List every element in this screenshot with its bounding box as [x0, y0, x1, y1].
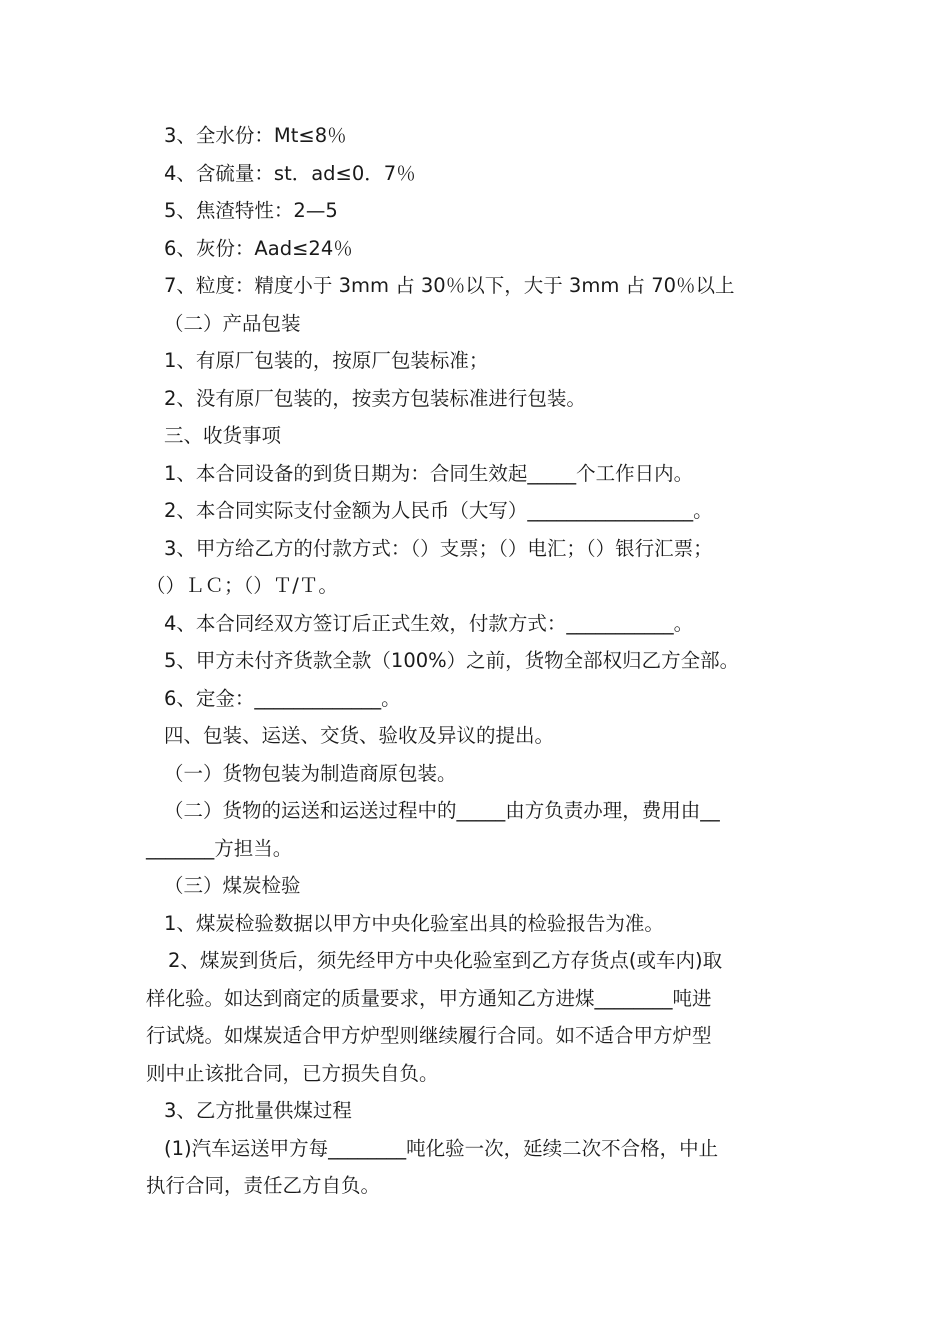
receiving-item-3-cont: （）ＬＣ；（）Ｔ/Ｔ。 — [146, 574, 338, 597]
spec-total-moisture: 3、全水份：Mt≤8％ — [164, 124, 347, 147]
spec-ash-content: 6、灰份：Aad≤24％ — [164, 236, 353, 260]
delivery-item-1: （一）货物包装为制造商原包装。 — [164, 761, 457, 785]
section-coal-inspection: （三）煤炭检验 — [164, 874, 301, 897]
inspection-item-2: 2、煤炭到货后，须先经甲方中央化验室到乙方存货点(或车内)取 — [168, 949, 723, 972]
inspection-item-2-cont-3: 则中止该批合同，已方损失自负。 — [146, 1061, 439, 1085]
receiving-item-5: 5、甲方未付齐货款全款（100%）之前，货物全部权归乙方全部。 — [164, 649, 740, 672]
section-packaging-delivery: 四、包装、运送、交货、验收及异议的提出。 — [164, 724, 555, 747]
section-receiving-terms: 三、收货事项 — [164, 424, 282, 447]
inspection-item-1: 1、煤炭检验数据以甲方中央化验室出具的检验报告为准。 — [164, 911, 664, 935]
spec-particle-size: 7、粒度：精度小于 3mm 占 30％以下，大于 3mm 占 70％以上 — [164, 274, 735, 297]
receiving-item-3: 3、甲方给乙方的付款方式：（）支票；（）电汇；（）银行汇票； — [164, 536, 713, 560]
delivery-item-2-cont: _______方担当。 — [146, 836, 293, 860]
packaging-item-1: 1、有原厂包装的，按原厂包装标准； — [164, 349, 489, 372]
receiving-item-2: 2、本合同实际支付金额为人民币（大写）_________________。 — [164, 499, 713, 522]
inspection-item-3-sub-1: (1)汽车运送甲方每________吨化验一次，延续二次不合格，中止 — [164, 1136, 719, 1160]
spec-sulfur-content: 4、含硫量：st．ad≤0．7％ — [164, 161, 416, 185]
receiving-item-6: 6、定金：_____________。 — [164, 686, 401, 710]
receiving-item-4: 4、本合同经双方签订后正式生效，付款方式：___________。 — [164, 611, 694, 635]
inspection-item-3-sub-1-cont: 执行合同，责任乙方自负。 — [146, 1174, 381, 1197]
receiving-item-1: 1、本合同设备的到货日期为：合同生效起_____个工作日内。 — [164, 461, 694, 485]
inspection-item-3: 3、乙方批量供煤过程 — [164, 1099, 352, 1122]
section-product-packaging: （二）产品包装 — [164, 311, 301, 335]
inspection-item-2-cont-1: 样化验。如达到商定的质量要求，甲方通知乙方进煤________吨进 — [146, 986, 712, 1010]
packaging-item-2: 2、没有原厂包装的，按卖方包装标准进行包装。 — [164, 386, 586, 410]
inspection-item-2-cont-2: 行试烧。如煤炭适合甲方炉型则继续履行合同。如不适合甲方炉型 — [146, 1024, 712, 1047]
spec-coke-residue: 5、焦渣特性：2—5 — [164, 199, 338, 222]
delivery-item-2: （二）货物的运送和运送过程中的_____由方负责办理，费用由__ — [164, 799, 720, 822]
document-body — [146, 117, 818, 1205]
